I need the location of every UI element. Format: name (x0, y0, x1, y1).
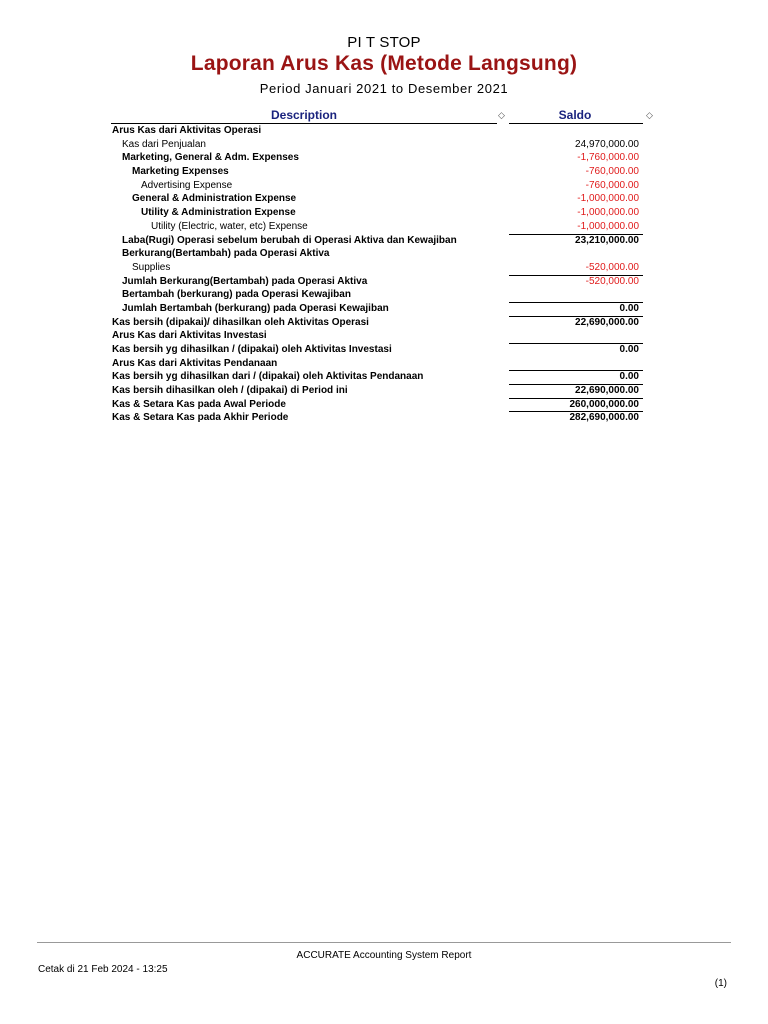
row-description: Utility (Electric, water, etc) Expense (151, 220, 308, 232)
table-row (0, 357, 768, 371)
row-description: Arus Kas dari Aktivitas Investasi (112, 330, 267, 342)
row-amount: 282,690,000.00 (569, 412, 639, 424)
table-row (0, 247, 768, 261)
row-amount: 0.00 (619, 302, 639, 314)
row-amount: 22,690,000.00 (575, 316, 639, 328)
row-amount: 22,690,000.00 (575, 385, 639, 397)
row-amount: -760,000.00 (585, 179, 639, 191)
column-header-saldo[interactable]: Saldo (558, 108, 592, 122)
row-amount: -520,000.00 (585, 261, 639, 273)
table-row (0, 411, 768, 425)
row-amount: 260,000,000.00 (569, 398, 639, 410)
sort-diamond-icon[interactable]: ◇ (646, 110, 653, 120)
table-row (0, 234, 768, 248)
row-amount: -760,000.00 (585, 166, 639, 178)
footer-system-name: ACCURATE Accounting System Report (296, 950, 472, 961)
row-description: Jumlah Bertambah (berkurang) pada Operasi Kewajiban (122, 302, 389, 314)
row-description: Kas bersih (dipakai)/ dihasilkan oleh Aktivitas Operasi (112, 316, 369, 328)
row-description: Arus Kas dari Aktivitas Pendanaan (112, 357, 278, 369)
row-description: Marketing Expenses (132, 166, 229, 178)
row-description: Kas bersih yg dihasilkan / (dipakai) oleh Aktivitas Investasi (112, 344, 392, 355)
row-description: Bertambah (berkurang) pada Operasi Kewajiban (122, 289, 351, 301)
row-description: Kas bersih yg dihasilkan dari / (dipakai) oleh Aktivitas Pendanaan (112, 371, 424, 383)
table-row (0, 261, 768, 275)
table-row (0, 302, 768, 316)
cash-flow-table (0, 124, 768, 425)
column-header-description[interactable]: Description (270, 108, 337, 122)
table-row (0, 179, 768, 193)
row-description: Arus Kas dari Aktivitas Operasi (112, 125, 262, 136)
table-row (0, 124, 768, 138)
row-amount: -1,000,000.00 (577, 207, 639, 219)
row-description: Marketing, General & Adm. Expenses (122, 152, 299, 164)
row-amount: 0.00 (619, 371, 639, 383)
table-row (0, 165, 768, 179)
footer-divider (37, 942, 731, 943)
footer-page-number: (1) (714, 978, 727, 989)
table-row (0, 220, 768, 234)
table-row (0, 343, 768, 357)
table-row (0, 192, 768, 206)
row-description: General & Administration Expense (132, 193, 297, 205)
report-period: Period Januari 2021 to Desember 2021 (259, 81, 509, 96)
table-row (0, 288, 768, 302)
table-row (0, 138, 768, 152)
sort-diamond-icon[interactable]: ◇ (498, 110, 505, 120)
table-row (0, 206, 768, 220)
table-row (0, 329, 768, 343)
footer-print-date: Cetak di 21 Feb 2024 - 13:25 (38, 964, 168, 975)
row-amount: -1,000,000.00 (577, 193, 639, 205)
row-description: Kas dari Penjualan (122, 138, 206, 150)
row-description: Utility & Administration Expense (141, 207, 296, 219)
row-amount: -1,760,000.00 (577, 152, 639, 164)
row-description: Jumlah Berkurang(Bertambah) pada Operasi Aktiva (122, 275, 368, 287)
row-amount: -1,000,000.00 (577, 220, 639, 232)
table-row (0, 370, 768, 384)
row-description: Advertising Expense (141, 179, 233, 191)
row-description: Supplies (132, 261, 171, 273)
row-description: Kas & Setara Kas pada Awal Periode (112, 398, 286, 410)
row-amount: -520,000.00 (585, 275, 639, 287)
table-row (0, 316, 768, 330)
row-description: Berkurang(Bertambah) pada Operasi Aktiva (122, 248, 330, 260)
row-amount: 24,970,000.00 (575, 138, 639, 150)
row-description: Kas bersih dihasilkan oleh / (dipakai) di Period ini (112, 385, 348, 397)
table-row (0, 275, 768, 289)
row-description: Laba(Rugi) Operasi sebelum berubah di Operasi Aktiva dan Kewajiban (122, 234, 457, 246)
report-title: Laporan Arus Kas (Metode Langsung) (190, 52, 578, 75)
row-description: Kas & Setara Kas pada Akhir Periode (112, 412, 289, 424)
table-row (0, 151, 768, 165)
table-row (0, 398, 768, 412)
row-amount: 0.00 (619, 344, 639, 355)
table-row (0, 384, 768, 398)
company-name: PI T STOP (347, 34, 421, 51)
row-amount: 23,210,000.00 (575, 234, 639, 246)
